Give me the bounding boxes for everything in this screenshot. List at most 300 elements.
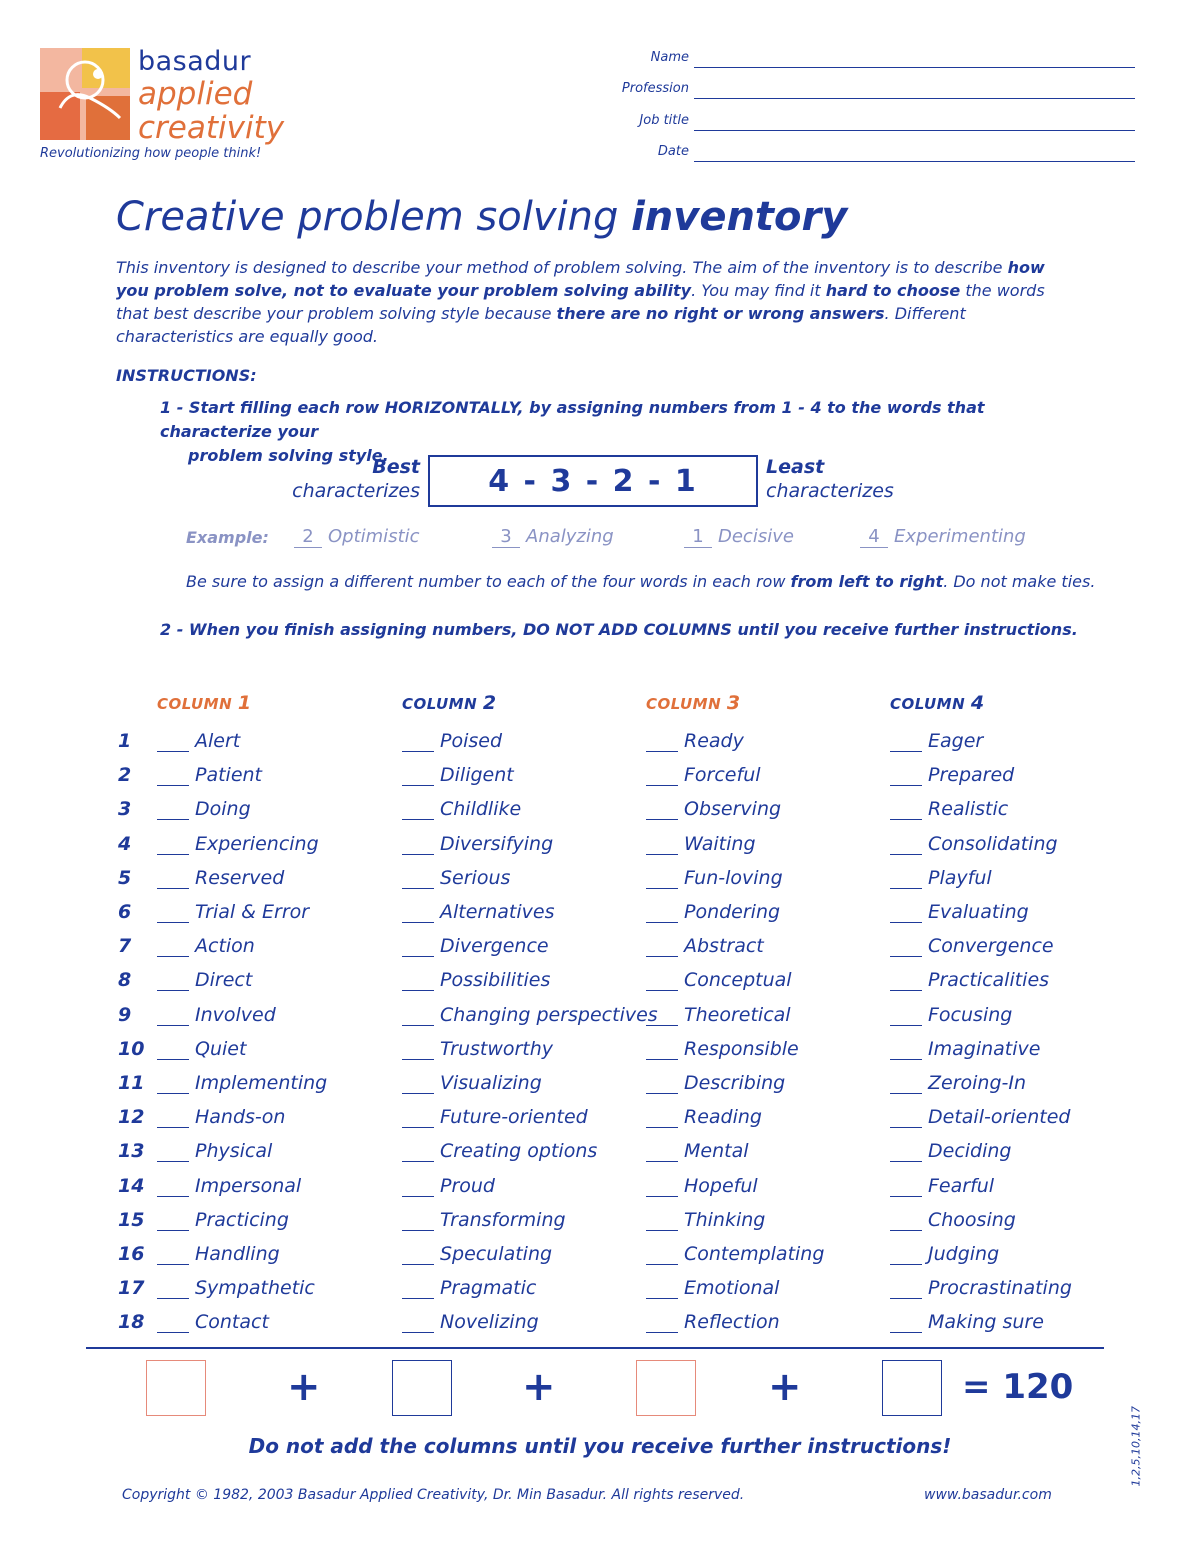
row-number: 10 <box>118 1038 145 1060</box>
column-label: COLUMN <box>646 695 722 713</box>
item-word: Deciding <box>928 1140 1012 1162</box>
item-word: Detail-oriented <box>928 1106 1071 1128</box>
item-word: Procrastinating <box>928 1277 1072 1299</box>
row-number: 15 <box>118 1209 145 1231</box>
rank-blank[interactable] <box>402 1040 434 1060</box>
example-number: 3 <box>492 526 520 548</box>
rank-blank[interactable] <box>646 732 678 752</box>
rank-blank[interactable] <box>157 1313 189 1333</box>
row-number: 6 <box>118 901 132 923</box>
row-number: 13 <box>118 1140 145 1162</box>
note-part: . Do not make ties. <box>943 572 1096 591</box>
example-item <box>492 526 614 548</box>
rank-blank[interactable] <box>402 1177 434 1197</box>
item-word: Responsible <box>684 1038 799 1060</box>
date-line[interactable] <box>694 161 1135 162</box>
item-word: Novelizing <box>440 1311 539 1333</box>
inventory-item <box>402 798 521 820</box>
rank-blank[interactable] <box>890 1074 922 1094</box>
column-number: 1 <box>237 692 252 714</box>
note-part: Be sure to assign a different number to each of the four words in each row <box>186 572 791 591</box>
job-title-line[interactable] <box>694 130 1135 131</box>
rank-blank[interactable] <box>402 1279 434 1299</box>
inventory-item <box>646 833 756 855</box>
column-number: 4 <box>970 692 985 714</box>
rank-blank[interactable] <box>646 1142 678 1162</box>
date-label: Date <box>657 144 689 159</box>
job-title-field[interactable] <box>560 113 1135 133</box>
brand-line-2: applied <box>138 76 253 112</box>
rank-blank[interactable] <box>890 1245 922 1265</box>
item-word: Involved <box>195 1004 276 1026</box>
inventory-item <box>157 1175 301 1197</box>
item-word: Reserved <box>195 867 285 889</box>
row-number: 5 <box>118 867 132 889</box>
profession-label: Profession <box>621 81 689 96</box>
item-word: Convergence <box>928 935 1054 957</box>
tagline: Revolutionizing how people think! <box>40 146 262 161</box>
inventory-item <box>157 1038 246 1060</box>
item-word: Forceful <box>684 764 761 786</box>
item-word: Serious <box>440 867 511 889</box>
rank-blank[interactable] <box>157 1142 189 1162</box>
item-word: Impersonal <box>195 1175 302 1197</box>
inventory-item <box>890 1038 1040 1060</box>
inventory-item <box>402 764 514 786</box>
item-word: Consolidating <box>928 833 1058 855</box>
item-word: Physical <box>195 1140 273 1162</box>
item-word: Alternatives <box>440 901 555 923</box>
rank-blank[interactable] <box>157 903 189 923</box>
inventory-item <box>402 969 550 991</box>
column-3-total-box[interactable] <box>636 1360 696 1416</box>
item-word: Ready <box>684 730 744 752</box>
inventory-item <box>157 1106 285 1128</box>
rank-blank[interactable] <box>646 1279 678 1299</box>
rank-blank[interactable] <box>157 766 189 786</box>
column-1-header <box>157 692 252 714</box>
rank-blank[interactable] <box>157 869 189 889</box>
inventory-item <box>402 1106 588 1128</box>
intro-part: . You may find it <box>691 281 826 300</box>
item-word: Possibilities <box>440 969 551 991</box>
inventory-item <box>646 1277 779 1299</box>
inventory-item <box>890 1140 1012 1162</box>
name-label: Name <box>650 50 689 65</box>
rank-blank[interactable] <box>890 800 922 820</box>
item-word: Proud <box>440 1175 495 1197</box>
inventory-item <box>890 1311 1044 1333</box>
rank-blank[interactable] <box>646 1313 678 1333</box>
rank-blank[interactable] <box>402 732 434 752</box>
best-label <box>280 455 420 503</box>
rating-scale: 4 - 3 - 2 - 1 <box>428 455 758 507</box>
intro-text <box>116 256 1076 348</box>
rank-blank[interactable] <box>402 835 434 855</box>
rank-blank[interactable] <box>646 1108 678 1128</box>
inventory-item <box>646 901 780 923</box>
rank-blank[interactable] <box>157 1040 189 1060</box>
item-word: Pondering <box>684 901 781 923</box>
step-1-line-2: problem solving style. <box>188 446 389 465</box>
inventory-item <box>646 798 781 820</box>
item-word: Transforming <box>440 1209 566 1231</box>
rank-blank[interactable] <box>890 1040 922 1060</box>
rank-blank[interactable] <box>890 1279 922 1299</box>
profession-field[interactable] <box>560 81 1135 101</box>
intro-part: This inventory is designed to describe your method of problem solving. The aim of the inventory is to describe <box>116 258 1008 277</box>
rank-blank[interactable] <box>402 971 434 991</box>
instruction-step-2: 2 - When you finish assigning numbers, DO NOT ADD COLUMNS until you receive further instructions. <box>160 620 1078 639</box>
item-word: Eager <box>928 730 984 752</box>
intro-bold: how you problem solve, not to evaluate your problem solving ability <box>116 258 1045 300</box>
rank-blank[interactable] <box>646 903 678 923</box>
rank-blank[interactable] <box>157 937 189 957</box>
rank-blank[interactable] <box>157 971 189 991</box>
divider-line <box>86 1347 1104 1349</box>
item-word: Implementing <box>195 1072 328 1094</box>
inventory-item <box>157 867 284 889</box>
intro-part: . Different characteristics are equally good. <box>116 304 966 346</box>
inventory-item <box>157 1072 327 1094</box>
column-label: COLUMN <box>890 695 966 713</box>
row-number: 8 <box>118 969 132 991</box>
inventory-item <box>646 730 744 752</box>
website-link[interactable]: www.basadur.com <box>924 1487 1052 1503</box>
inventory-item <box>157 730 240 752</box>
example-label: Example: <box>186 528 269 547</box>
item-word: Prepared <box>928 764 1015 786</box>
name-field[interactable] <box>560 50 1135 70</box>
rank-blank[interactable] <box>646 800 678 820</box>
inventory-item <box>402 1277 536 1299</box>
inventory-item <box>157 1004 276 1026</box>
inventory-item <box>402 1004 658 1026</box>
example-item <box>684 526 794 548</box>
inventory-item <box>157 969 252 991</box>
inventory-item <box>646 969 792 991</box>
row-number: 7 <box>118 935 132 957</box>
column-4-header <box>890 692 985 714</box>
inventory-item <box>646 1175 758 1197</box>
rank-blank[interactable] <box>157 1006 189 1026</box>
example-item <box>860 526 1026 548</box>
rank-blank[interactable] <box>646 1245 678 1265</box>
item-word: Diversifying <box>440 833 554 855</box>
inventory-item <box>157 798 251 820</box>
rank-blank[interactable] <box>646 1211 678 1231</box>
inventory-item <box>157 1277 315 1299</box>
rank-blank[interactable] <box>402 1108 434 1128</box>
inventory-item <box>646 867 783 889</box>
rank-blank[interactable] <box>402 903 434 923</box>
row-number: 2 <box>118 764 132 786</box>
item-word: Changing perspectives <box>440 1004 658 1026</box>
rank-blank[interactable] <box>157 1108 189 1128</box>
inventory-item <box>157 1209 289 1231</box>
inventory-item <box>402 935 549 957</box>
intro-bold: there are no right or wrong answers <box>556 304 885 323</box>
inventory-item <box>402 1209 566 1231</box>
example-word: Optimistic <box>328 526 420 547</box>
item-word: Choosing <box>928 1209 1016 1231</box>
inventory-item <box>402 833 553 855</box>
rank-blank[interactable] <box>402 1142 434 1162</box>
inventory-item <box>646 1072 785 1094</box>
least-title: Least <box>766 456 825 478</box>
item-word: Patient <box>195 764 263 786</box>
rank-blank[interactable] <box>402 1006 434 1026</box>
column-label: COLUMN <box>402 695 478 713</box>
inventory-item <box>890 1277 1072 1299</box>
column-number: 3 <box>726 692 741 714</box>
row-number: 1 <box>118 730 132 752</box>
example-word: Experimenting <box>894 526 1026 547</box>
rank-blank[interactable] <box>890 766 922 786</box>
rank-blank[interactable] <box>157 835 189 855</box>
item-word: Diligent <box>440 764 514 786</box>
item-word: Reflection <box>684 1311 780 1333</box>
inventory-item <box>890 935 1054 957</box>
inventory-item <box>890 1243 999 1265</box>
inventory-item <box>890 1209 1016 1231</box>
item-word: Theoretical <box>684 1004 791 1026</box>
rank-blank[interactable] <box>890 1211 922 1231</box>
rank-blank[interactable] <box>890 835 922 855</box>
rank-blank[interactable] <box>890 903 922 923</box>
item-word: Trial & Error <box>195 901 310 923</box>
rank-blank[interactable] <box>890 1108 922 1128</box>
item-word: Handling <box>195 1243 280 1265</box>
date-field[interactable] <box>560 144 1135 164</box>
inventory-item <box>402 1072 542 1094</box>
rank-blank[interactable] <box>402 1074 434 1094</box>
rank-blank[interactable] <box>890 1006 922 1026</box>
least-label <box>766 455 894 503</box>
rank-blank[interactable] <box>157 1177 189 1197</box>
rank-blank[interactable] <box>646 869 678 889</box>
inventory-item <box>402 1311 539 1333</box>
rank-blank[interactable] <box>157 1245 189 1265</box>
item-word: Pragmatic <box>440 1277 537 1299</box>
inventory-item <box>646 764 761 786</box>
item-word: Poised <box>440 730 503 752</box>
inventory-item <box>157 833 319 855</box>
rank-blank[interactable] <box>890 732 922 752</box>
rank-blank[interactable] <box>890 1142 922 1162</box>
inventory-item <box>157 901 309 923</box>
item-word: Childlike <box>440 798 522 820</box>
basadur-logo-icon <box>40 48 130 140</box>
item-word: Action <box>195 935 255 957</box>
item-word: Practicing <box>195 1209 289 1231</box>
item-word: Reading <box>684 1106 762 1128</box>
inventory-item <box>890 798 1008 820</box>
item-word: Focusing <box>928 1004 1013 1026</box>
example-word: Analyzing <box>526 526 614 547</box>
row-number: 9 <box>118 1004 132 1026</box>
column-2-total-box[interactable] <box>392 1360 452 1416</box>
example-number: 2 <box>294 526 322 548</box>
rank-blank[interactable] <box>646 766 678 786</box>
item-word: Quiet <box>195 1038 247 1060</box>
warning-text: Do not add the columns until you receive further instructions! <box>248 1434 952 1458</box>
example-number: 4 <box>860 526 888 548</box>
step-1-line-1: 1 - Start filling each row HORIZONTALLY, by assigning numbers from 1 - 4 to the words that characterize your <box>160 398 985 441</box>
inventory-item <box>890 969 1049 991</box>
item-word: Trustworthy <box>440 1038 554 1060</box>
rank-blank[interactable] <box>646 1074 678 1094</box>
item-word: Conceptual <box>684 969 792 991</box>
item-word: Direct <box>195 969 253 991</box>
rank-blank[interactable] <box>157 800 189 820</box>
item-word: Fearful <box>928 1175 995 1197</box>
inventory-item <box>646 1209 765 1231</box>
rank-blank[interactable] <box>402 800 434 820</box>
item-word: Divergence <box>440 935 549 957</box>
inventory-item <box>890 1106 1070 1128</box>
item-word: Abstract <box>684 935 764 957</box>
inventory-item <box>890 730 983 752</box>
item-word: Fun-loving <box>684 867 783 889</box>
inventory-item <box>890 1004 1012 1026</box>
rank-blank[interactable] <box>646 1006 678 1026</box>
inventory-item <box>157 935 255 957</box>
item-word: Observing <box>684 798 782 820</box>
rank-blank[interactable] <box>646 835 678 855</box>
inventory-item <box>157 1311 269 1333</box>
rank-blank[interactable] <box>157 732 189 752</box>
item-word: Contact <box>195 1311 269 1333</box>
item-word: Mental <box>684 1140 749 1162</box>
rank-blank[interactable] <box>402 1245 434 1265</box>
inventory-item <box>890 1175 994 1197</box>
plus-sign: + <box>768 1364 802 1410</box>
side-code: 1,2,5,10,14,17 <box>1129 1406 1143 1487</box>
inventory-item <box>646 1004 791 1026</box>
page-title <box>116 194 847 240</box>
row-number: 11 <box>118 1072 145 1094</box>
inventory-item <box>402 1140 597 1162</box>
rank-blank[interactable] <box>402 1313 434 1333</box>
row-number: 17 <box>118 1277 145 1299</box>
item-word: Doing <box>195 798 251 820</box>
item-word: Thinking <box>684 1209 766 1231</box>
plus-sign: + <box>522 1364 556 1410</box>
item-word: Judging <box>928 1243 1000 1265</box>
plus-sign: + <box>287 1364 321 1410</box>
rank-blank[interactable] <box>646 1177 678 1197</box>
rank-blank[interactable] <box>646 971 678 991</box>
rank-blank[interactable] <box>402 1211 434 1231</box>
inventory-item <box>890 1072 1026 1094</box>
inventory-item <box>646 1311 780 1333</box>
column-3-header <box>646 692 741 714</box>
title-bold: inventory <box>631 194 848 240</box>
rank-blank[interactable] <box>646 937 678 957</box>
item-word: Zeroing-In <box>928 1072 1027 1094</box>
inventory-item <box>402 1243 552 1265</box>
rank-blank[interactable] <box>890 869 922 889</box>
item-word: Sympathetic <box>195 1277 315 1299</box>
inventory-item <box>890 833 1058 855</box>
rank-blank[interactable] <box>890 971 922 991</box>
item-word: Visualizing <box>440 1072 542 1094</box>
tie-note <box>186 572 1095 591</box>
rank-blank[interactable] <box>157 1279 189 1299</box>
rank-blank[interactable] <box>402 869 434 889</box>
inventory-item <box>157 764 262 786</box>
rank-blank[interactable] <box>890 1313 922 1333</box>
inventory-item <box>646 1140 749 1162</box>
row-number: 12 <box>118 1106 145 1128</box>
inventory-item <box>646 1243 824 1265</box>
brand-line-1: basadur <box>138 46 252 77</box>
item-word: Hands-on <box>195 1106 286 1128</box>
copyright-text: Copyright © 1982, 2003 Basadur Applied Creativity, Dr. Min Basadur. All rights reserved. <box>122 1487 745 1503</box>
inventory-item <box>646 1038 799 1060</box>
rank-blank[interactable] <box>402 937 434 957</box>
item-word: Creating options <box>440 1140 598 1162</box>
total-sum: = 120 <box>962 1367 1074 1407</box>
row-number: 14 <box>118 1175 145 1197</box>
rank-blank[interactable] <box>890 1177 922 1197</box>
inventory-item <box>402 867 510 889</box>
best-sub: characterizes <box>292 480 420 502</box>
inventory-item <box>890 901 1029 923</box>
item-word: Waiting <box>684 833 756 855</box>
rank-blank[interactable] <box>157 1211 189 1231</box>
inventory-item <box>402 901 554 923</box>
row-number: 4 <box>118 833 132 855</box>
example-word: Decisive <box>718 526 794 547</box>
inventory-item <box>890 764 1014 786</box>
row-number: 18 <box>118 1311 145 1333</box>
item-word: Playful <box>928 867 992 889</box>
item-word: Imaginative <box>928 1038 1041 1060</box>
row-number: 3 <box>118 798 132 820</box>
intro-part: the words that best describe your problem solving style because <box>116 281 1045 323</box>
column-4-total-box[interactable] <box>882 1360 942 1416</box>
brand-line-3: creativity <box>138 110 285 146</box>
item-word: Evaluating <box>928 901 1029 923</box>
rank-blank[interactable] <box>890 937 922 957</box>
column-1-total-box[interactable] <box>146 1360 206 1416</box>
row-number: 16 <box>118 1243 145 1265</box>
inventory-item <box>157 1243 280 1265</box>
rank-blank[interactable] <box>157 1074 189 1094</box>
item-word: Contemplating <box>684 1243 825 1265</box>
inventory-item <box>646 935 764 957</box>
least-sub: characterizes <box>766 480 894 502</box>
inventory-item <box>402 1175 495 1197</box>
profession-line[interactable] <box>694 98 1135 99</box>
item-word: Describing <box>684 1072 786 1094</box>
column-2-header <box>402 692 497 714</box>
rank-blank[interactable] <box>402 766 434 786</box>
inventory-item <box>402 1038 553 1060</box>
inventory-item <box>646 1106 762 1128</box>
column-number: 2 <box>482 692 497 714</box>
name-line[interactable] <box>694 67 1135 68</box>
example-item <box>294 526 420 548</box>
item-word: Making sure <box>928 1311 1044 1333</box>
rank-blank[interactable] <box>646 1040 678 1060</box>
column-label: COLUMN <box>157 695 233 713</box>
item-word: Hopeful <box>684 1175 758 1197</box>
instructions-heading: INSTRUCTIONS: <box>116 366 257 385</box>
item-word: Experiencing <box>195 833 319 855</box>
